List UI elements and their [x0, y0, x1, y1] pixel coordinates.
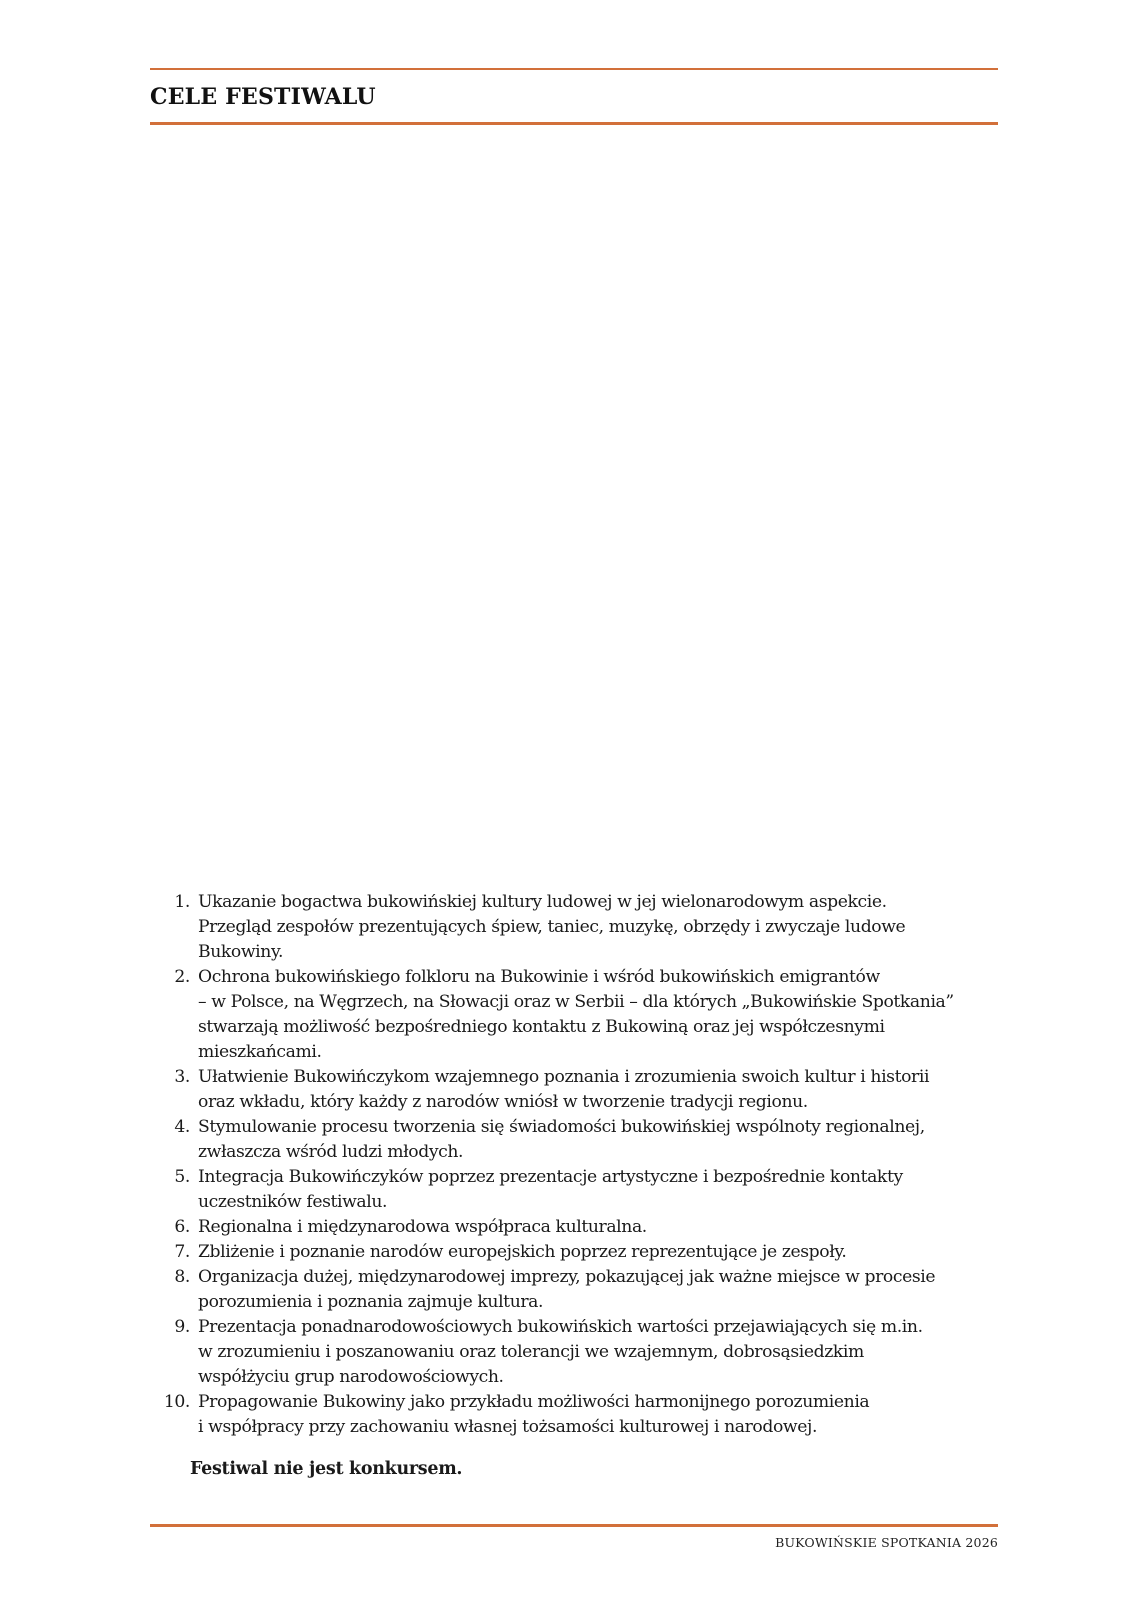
- list-item-text: Ochrona bukowińskiego folkloru na Bukowinie i wśród bukowińskich emigrantów – w Polsce, na Węgrzech, na Słowacji oraz w Serbii – dla których „Bukowińskie Spotkania” stwarzają możliwość bezpośredniego kontaktu z Bukowiną oraz jej współczesnymi mieszkańcami.: [198, 967, 954, 1062]
- list-item: [150, 1215, 990, 1240]
- list-item-text: Integracja Bukowińczyków poprzez prezentacje artystyczne i bezpośrednie kontakty uczestników festiwalu.: [198, 1167, 903, 1212]
- list-item-number: 2.: [174, 967, 190, 987]
- list-item: [150, 965, 990, 1065]
- page-title: CELE FESTIWALU: [150, 84, 376, 110]
- list-item-text: Stymulowanie procesu tworzenia się świadomości bukowińskiej wspólnoty regionalnej, zwłaszcza wśród ludzi młodych.: [198, 1117, 925, 1162]
- list-item-number: 7.: [174, 1242, 190, 1262]
- list-item-number: 8.: [174, 1267, 190, 1287]
- header-top-rule: [150, 68, 998, 70]
- list-item-number: 10.: [163, 1392, 190, 1412]
- list-item: [150, 1115, 990, 1165]
- goals-list: [150, 890, 990, 1440]
- list-item-text: Ułatwienie Bukowińczykom wzajemnego poznania i zrozumienia swoich kultur i historii oraz wkładu, który każdy z narodów wniósł w tworzenie tradycji regionu.: [198, 1067, 930, 1112]
- list-item-text: Organizacja dużej, międzynarodowej imprezy, pokazującej jak ważne miejsce w procesie porozumienia i poznania zajmuje kultura.: [198, 1267, 936, 1312]
- festival-note: Festiwal nie jest konkursem.: [190, 1459, 463, 1479]
- list-item-number: 4.: [174, 1117, 190, 1137]
- list-item-text: Propagowanie Bukowiny jako przykładu możliwości harmonijnego porozumienia i współpracy przy zachowaniu własnej tożsamości kulturowej i narodowej.: [198, 1392, 870, 1437]
- list-item: [150, 890, 990, 965]
- list-item-number: 3.: [174, 1067, 190, 1087]
- list-item: [150, 1390, 990, 1440]
- list-item-number: 1.: [174, 892, 190, 912]
- list-item: [150, 1315, 990, 1390]
- list-item: [150, 1065, 990, 1115]
- list-item-text: Prezentacja ponadnarodowościowych bukowińskich wartości przejawiających się m.in. w zrozumieniu i poszanowaniu oraz tolerancji we wzajemnym, dobrosąsiedzkim współżyciu grup narodowościowych.: [198, 1317, 923, 1387]
- list-item: [150, 1165, 990, 1215]
- list-item-number: 9.: [174, 1317, 190, 1337]
- list-item: [150, 1240, 990, 1265]
- header-bottom-rule: [150, 122, 998, 125]
- list-item-number: 5.: [174, 1167, 190, 1187]
- footer-rule: [150, 1524, 998, 1527]
- footer-text: BUKOWIŃSKIE SPOTKANIA 2026: [775, 1535, 998, 1550]
- list-item-text: Regionalna i międzynarodowa współpraca kulturalna.: [198, 1217, 647, 1237]
- list-item-text: Ukazanie bogactwa bukowińskiej kultury ludowej w jej wielonarodowym aspekcie. Przegląd zespołów prezentujących śpiew, taniec, muzykę, obrzędy i zwyczaje ludowe Bukowiny.: [198, 892, 906, 962]
- list-item: [150, 1265, 990, 1315]
- list-item-number: 6.: [174, 1217, 190, 1237]
- list-item-text: Zbliżenie i poznanie narodów europejskich poprzez reprezentujące je zespoły.: [198, 1242, 847, 1262]
